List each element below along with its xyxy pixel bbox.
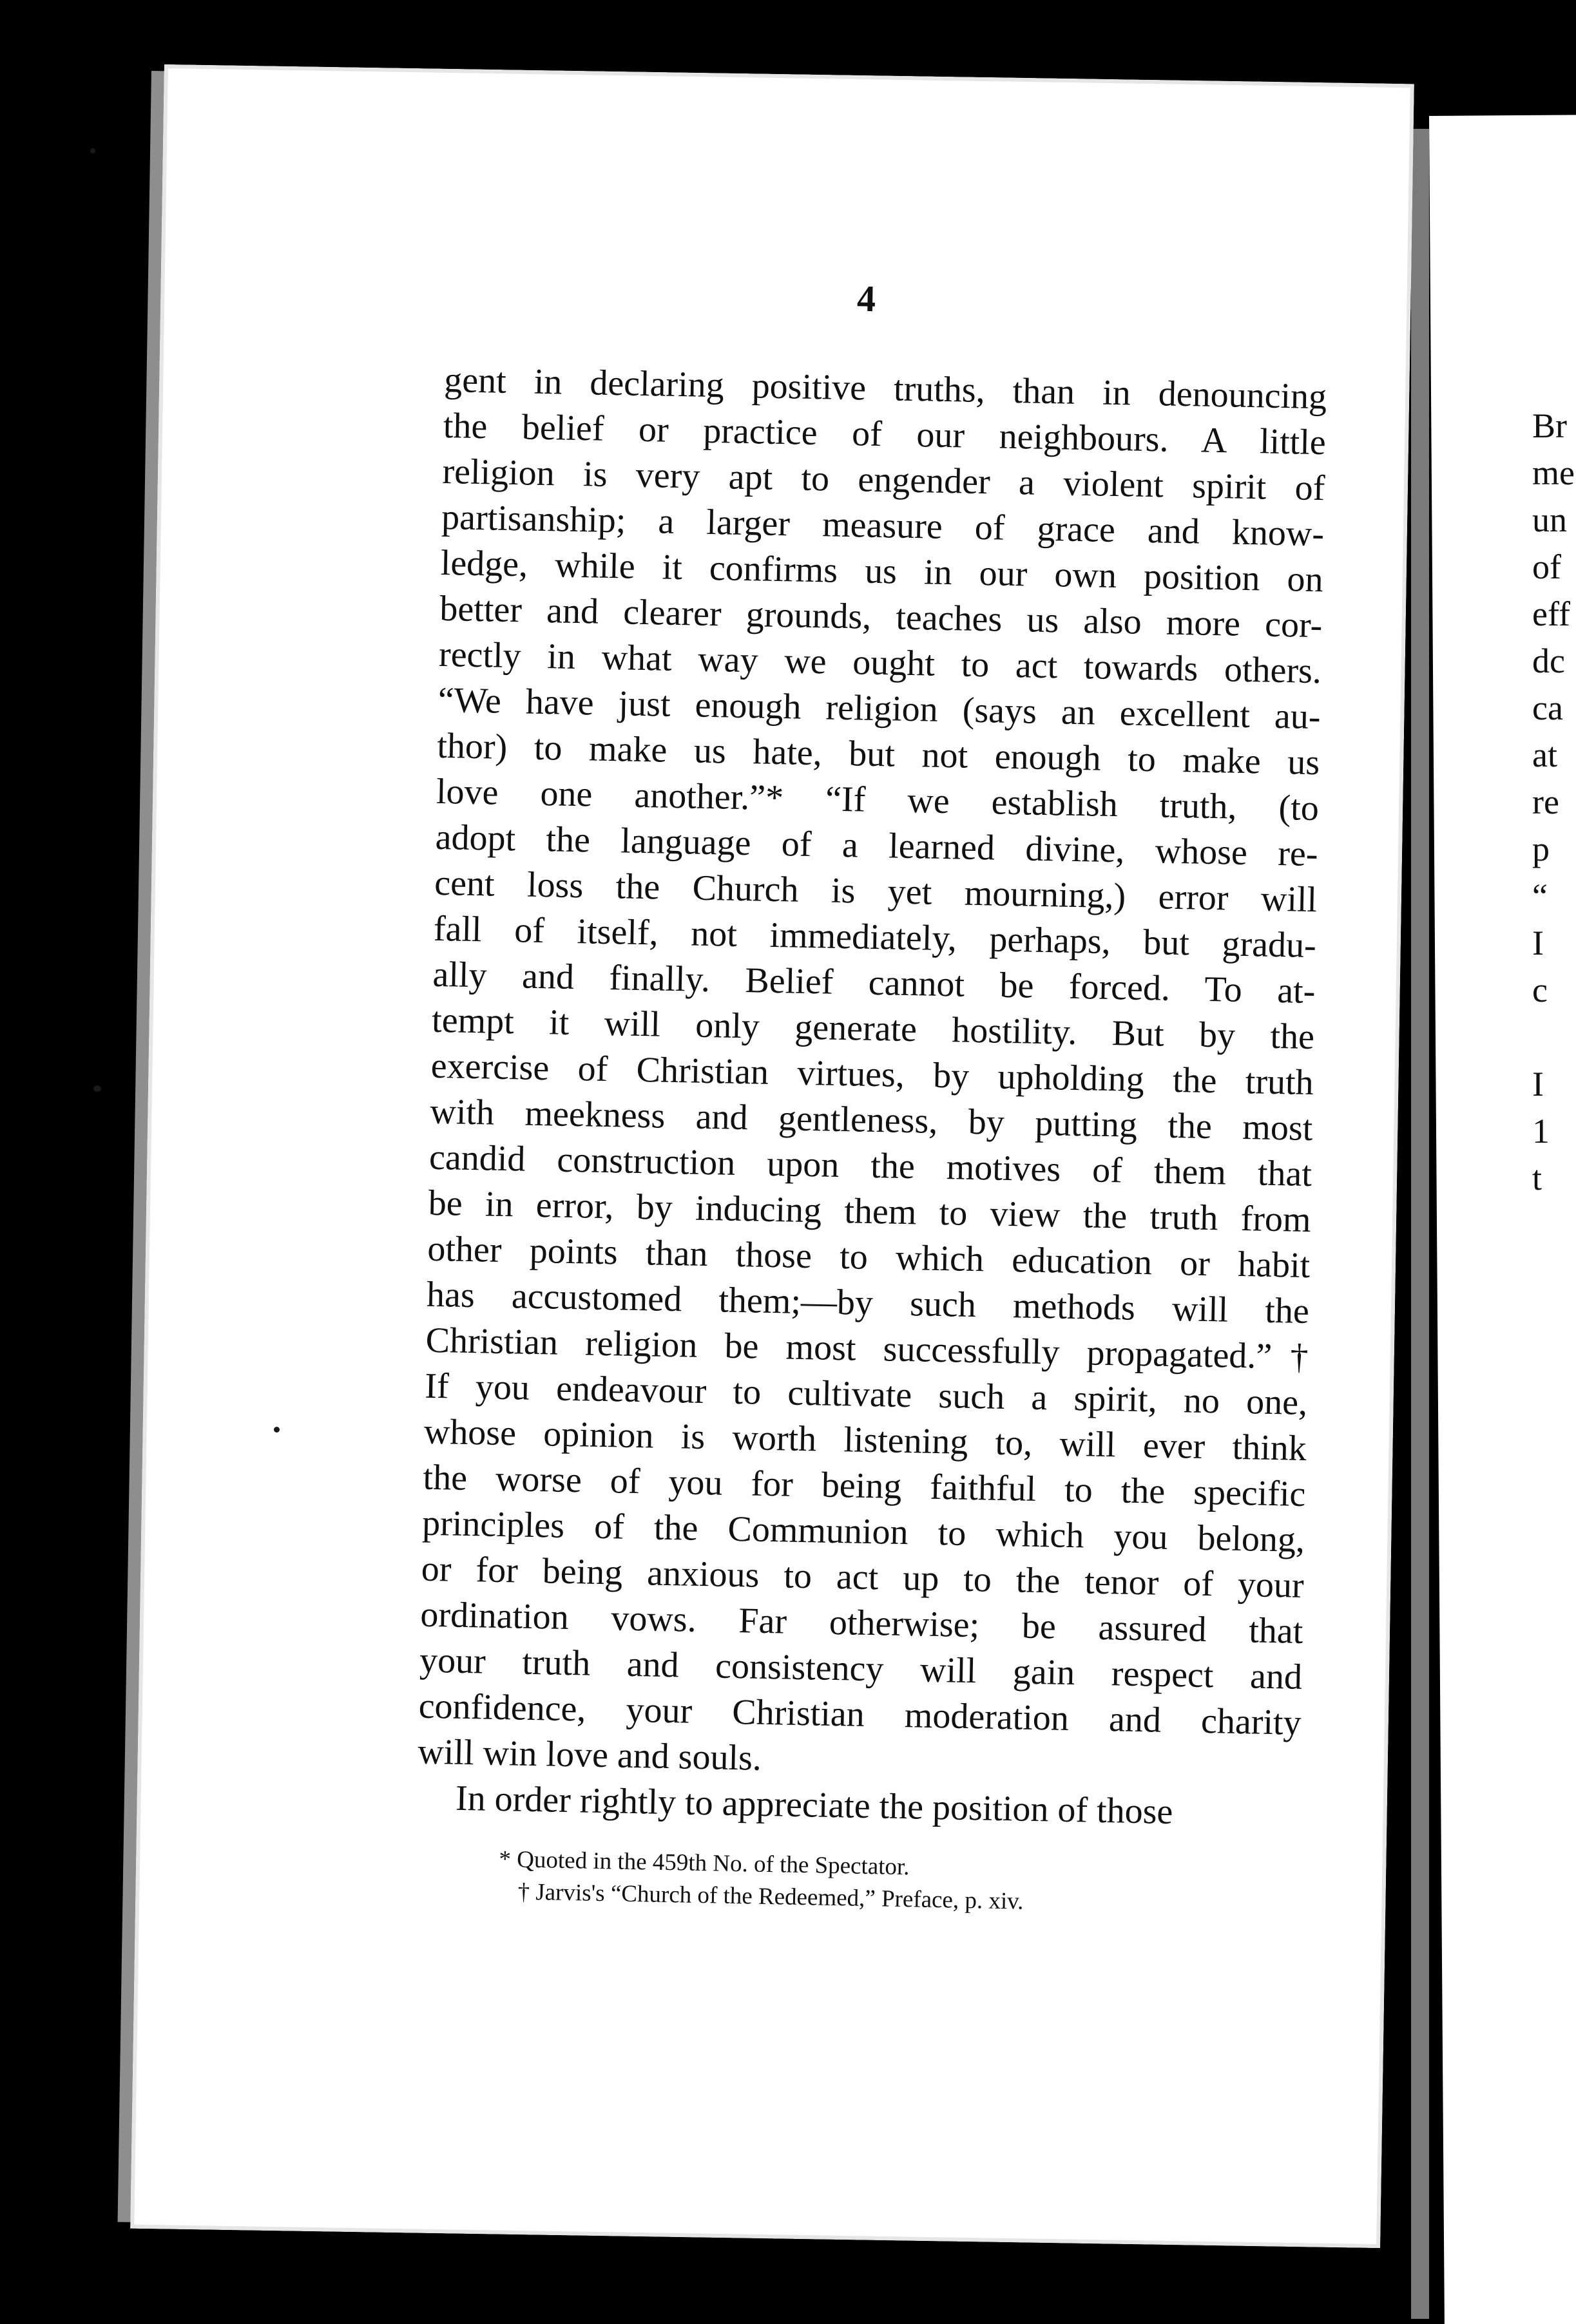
- facing-fragment: eff: [1532, 595, 1570, 633]
- text-line: the belief or practice of our neighbours. A little: [443, 405, 1327, 463]
- footnotes: [498, 1843, 1208, 1921]
- facing-fragment: I: [1532, 1065, 1544, 1103]
- text-line: whose opinion is worth listening to, will ever think: [423, 1411, 1307, 1469]
- text-line: fall of itself, not immediately, perhaps, but gradu-: [433, 908, 1317, 966]
- facing-fragment: of: [1532, 548, 1561, 586]
- text-line: ordination vows. Far otherwise; be assured that: [419, 1594, 1303, 1652]
- facing-fragment: ca: [1532, 689, 1563, 727]
- facing-fragment: t: [1532, 1159, 1542, 1197]
- facing-fragment: [1532, 1014, 1576, 1061]
- facing-fragment: at: [1532, 736, 1557, 774]
- facing-fragment: me: [1532, 453, 1575, 492]
- text-line: gent in declaring positive truths, than in denouncing: [443, 359, 1327, 417]
- text-line: principles of the Communion to which you belong,: [421, 1503, 1305, 1560]
- text-line: rectly in what way we ought to act towards others.: [438, 634, 1322, 692]
- text-line: or for being anxious to act up to the tenor of your: [421, 1548, 1305, 1606]
- text-line: be in error, by inducing them to view the truth from: [428, 1183, 1312, 1241]
- footnote-spectator: * Quoted in the 459th No. of the Spectator.: [499, 1845, 910, 1881]
- text-line: confidence, your Christian moderation and charity: [418, 1686, 1302, 1743]
- facing-fragment: re: [1532, 783, 1559, 821]
- facing-fragment: “: [1532, 877, 1548, 915]
- text-line: the worse of you for being faithful to the specific: [423, 1457, 1306, 1514]
- facing-fragment: c: [1532, 971, 1548, 1009]
- text-line: your truth and consistency will gain respect and: [419, 1640, 1303, 1697]
- text-line: exercise of Christian virtues, by upholding the truth: [430, 1045, 1314, 1103]
- speck: [90, 148, 95, 153]
- text-line: “We have just enough religion (says an excellent au-: [437, 680, 1321, 738]
- body-text: [416, 357, 1327, 1838]
- facing-fragment: 1: [1532, 1112, 1550, 1150]
- text-line: religion is very apt to engender a violent spirit of: [442, 451, 1325, 509]
- facing-fragment: I: [1532, 924, 1544, 962]
- speck: [93, 1085, 101, 1092]
- facing-page-text: [1532, 403, 1576, 1202]
- facing-fragment: p: [1532, 830, 1550, 868]
- text-line: thor) to make us hate, but not enough to make us: [436, 725, 1320, 783]
- text-line: other points than those to which education or habit: [427, 1228, 1311, 1286]
- speck: [274, 1427, 280, 1433]
- text-line: cent loss the Church is yet mourning,) error will: [434, 862, 1318, 920]
- text-line: love one another.”* “If we establish truth, (to: [436, 771, 1320, 829]
- text-line: Christian religion be most successfully propagated.”†: [425, 1320, 1309, 1378]
- text-line: has accustomed them;—by such methods will the: [426, 1274, 1310, 1332]
- text-line: with meekness and gentleness, by putting the most: [429, 1091, 1313, 1149]
- text-line: If you endeavour to cultivate such a spirit, no one,: [424, 1366, 1308, 1424]
- facing-fragment: Br: [1532, 406, 1567, 445]
- text-line: candid construction upon the motives of them that: [428, 1137, 1312, 1195]
- text-line: ally and finally. Belief cannot be forced. To at-: [432, 954, 1316, 1012]
- text-line: will win love and souls.: [417, 1731, 762, 1778]
- page-number: 4: [856, 277, 876, 320]
- text-line: ledge, while it confirms us in our own position on: [440, 542, 1324, 600]
- paragraph-start-line: In order rightly to appreciate the position of those: [455, 1778, 1173, 1833]
- facing-fragment: un: [1532, 500, 1567, 539]
- facing-fragment: dc: [1532, 642, 1565, 680]
- spine-gutter: [1411, 129, 1429, 2319]
- text-line: tempt it will only generate hostility. But by the: [431, 1000, 1315, 1058]
- text-line: adopt the language of a learned divine, whose re-: [435, 817, 1319, 875]
- text-line: partisanship; a larger measure of grace and know-: [441, 497, 1325, 555]
- text-line: better and clearer grounds, teaches us also more cor-: [439, 588, 1323, 646]
- footnote-jarvis: † Jarvis's “Church of the Redeemed,” Preface, p. xiv.: [517, 1878, 1024, 1915]
